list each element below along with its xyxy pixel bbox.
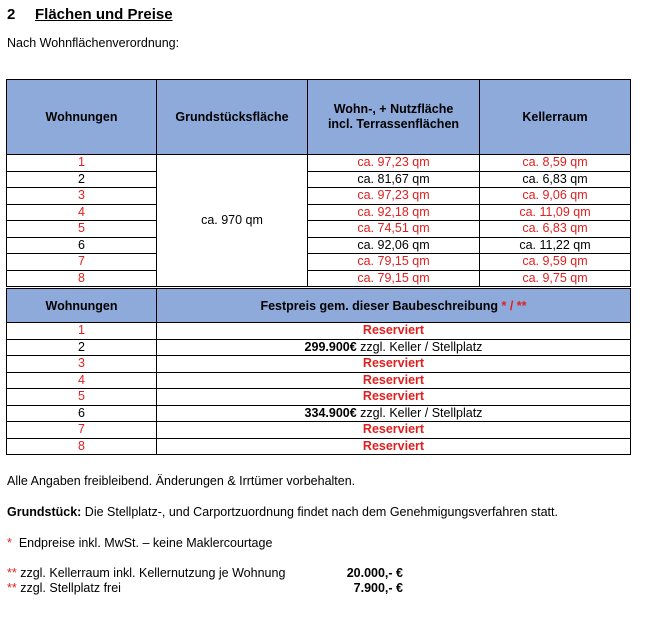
unit-number: 1 xyxy=(7,155,157,172)
price-cell xyxy=(157,339,631,356)
wohnflaeche-value: ca. 74,51 qm xyxy=(308,221,480,238)
area-table-header-row xyxy=(7,80,631,155)
unit-number: 2 xyxy=(7,339,157,356)
area-table xyxy=(6,79,631,287)
festpreis-label: Festpreis gem. dieser Baubeschreibung xyxy=(260,298,499,313)
price-table-row xyxy=(7,389,631,406)
footnote-keller xyxy=(7,566,285,580)
kellerraum-value: ca. 6,83 qm xyxy=(480,221,631,238)
kellerraum-value: ca. 11,09 qm xyxy=(480,204,631,221)
price-table xyxy=(6,288,631,455)
area-table-row xyxy=(7,171,631,188)
grundstueck-note-text: Die Stellplatz-, und Carportzuordnung findet nach dem Genehmigungsverfahren statt. xyxy=(81,505,558,519)
price-cell xyxy=(157,372,631,389)
area-table-row xyxy=(7,237,631,254)
area-table-row xyxy=(7,270,631,287)
price-table-row xyxy=(7,405,631,422)
price-value: 299.900€ xyxy=(304,339,357,354)
unit-number: 7 xyxy=(7,422,157,439)
subtitle: Nach Wohnflächenverordnung: xyxy=(7,36,180,50)
header-grundstuecksflaeche: Grundstücksfläche xyxy=(157,80,308,155)
header-wohnungen-price: Wohnungen xyxy=(7,289,157,323)
unit-number: 7 xyxy=(7,254,157,271)
reserved-status: Reserviert xyxy=(362,422,425,437)
price-cell xyxy=(157,422,631,439)
section-number: 2 xyxy=(7,6,16,23)
unit-number: 1 xyxy=(7,323,157,340)
header-wohnungen: Wohnungen xyxy=(7,80,157,155)
footnote-stellplatz xyxy=(7,581,121,595)
kellerraum-value: ca. 9,06 qm xyxy=(480,188,631,205)
price-table-row xyxy=(7,323,631,340)
reserved-status: Reserviert xyxy=(362,389,425,404)
kellerraum-value: ca. 6,83 qm xyxy=(480,171,631,188)
price-table-row xyxy=(7,356,631,373)
disclaimer: Alle Angaben freibleibend. Änderungen & Irrtümer vorbehalten. xyxy=(7,474,356,488)
unit-number: 6 xyxy=(7,405,157,422)
grundstueck-value: ca. 970 qm xyxy=(157,155,308,287)
reserved-status: Reserviert xyxy=(362,356,425,371)
header-kellerraum: Kellerraum xyxy=(480,80,631,155)
wohnflaeche-value: ca. 97,23 qm xyxy=(308,155,480,172)
unit-number: 4 xyxy=(7,204,157,221)
footnote2-text: zzgl. Kellerraum inkl. Kellernutzung je Wohnung xyxy=(16,566,286,580)
price-table-row xyxy=(7,438,631,455)
footnote1-text: Endpreise inkl. MwSt. – keine Maklercourtage xyxy=(11,536,273,550)
area-table-row xyxy=(7,221,631,238)
footnote1-marker: * xyxy=(7,536,12,550)
price-value: 334.900€ xyxy=(304,405,357,420)
unit-number: 5 xyxy=(7,389,157,406)
footnote-stellplatz-amount: 7.900,- € xyxy=(353,581,403,595)
wohnflaeche-value: ca. 92,18 qm xyxy=(308,204,480,221)
section-title: Flächen und Preise xyxy=(35,6,173,23)
price-cell xyxy=(157,323,631,340)
kellerraum-value: ca. 11,22 qm xyxy=(480,237,631,254)
unit-number: 5 xyxy=(7,221,157,238)
kellerraum-value: ca. 9,75 qm xyxy=(480,270,631,287)
wohnflaeche-value: ca. 79,15 qm xyxy=(308,254,480,271)
footnote-keller-amount: 20.000,- € xyxy=(346,566,403,580)
price-suffix: zzgl. Keller / Stellplatz xyxy=(356,405,483,420)
price-cell xyxy=(157,356,631,373)
unit-number: 8 xyxy=(7,270,157,287)
area-table-row xyxy=(7,254,631,271)
reserved-status: Reserviert xyxy=(362,372,425,387)
wohnflaeche-value: ca. 79,15 qm xyxy=(308,270,480,287)
unit-number: 3 xyxy=(7,188,157,205)
unit-number: 2 xyxy=(7,171,157,188)
kellerraum-value: ca. 9,59 qm xyxy=(480,254,631,271)
grundstueck-note-label: Grundstück: xyxy=(7,505,82,519)
price-table-row xyxy=(7,422,631,439)
footnote2-marker: ** xyxy=(7,566,17,580)
footnote3-text: zzgl. Stellplatz frei xyxy=(16,581,121,595)
section-heading xyxy=(7,6,173,23)
festpreis-marker: * / ** xyxy=(498,298,527,313)
price-cell xyxy=(157,389,631,406)
area-table-row xyxy=(7,188,631,205)
wohnflaeche-value: ca. 92,06 qm xyxy=(308,237,480,254)
price-cell xyxy=(157,405,631,422)
header-festpreis xyxy=(157,289,631,323)
header-wohnflaeche: Wohn-, + Nutzfläche incl. Terrassenflächen xyxy=(308,80,480,155)
unit-number: 6 xyxy=(7,237,157,254)
area-table-row xyxy=(7,204,631,221)
reserved-status: Reserviert xyxy=(362,438,425,453)
unit-number: 8 xyxy=(7,438,157,455)
wohnflaeche-value: ca. 81,67 qm xyxy=(308,171,480,188)
unit-number: 4 xyxy=(7,372,157,389)
grundstueck-note xyxy=(7,505,558,519)
reserved-status: Reserviert xyxy=(362,323,425,338)
wohnflaeche-value: ca. 97,23 qm xyxy=(308,188,480,205)
price-table-row xyxy=(7,339,631,356)
footnote3-marker: ** xyxy=(7,581,17,595)
price-table-header-row xyxy=(7,289,631,323)
unit-number: 3 xyxy=(7,356,157,373)
price-suffix: zzgl. Keller / Stellplatz xyxy=(356,339,483,354)
footnote-single-star xyxy=(7,536,272,550)
price-cell xyxy=(157,438,631,455)
price-table-row xyxy=(7,372,631,389)
area-table-row xyxy=(7,155,631,172)
kellerraum-value: ca. 8,59 qm xyxy=(480,155,631,172)
